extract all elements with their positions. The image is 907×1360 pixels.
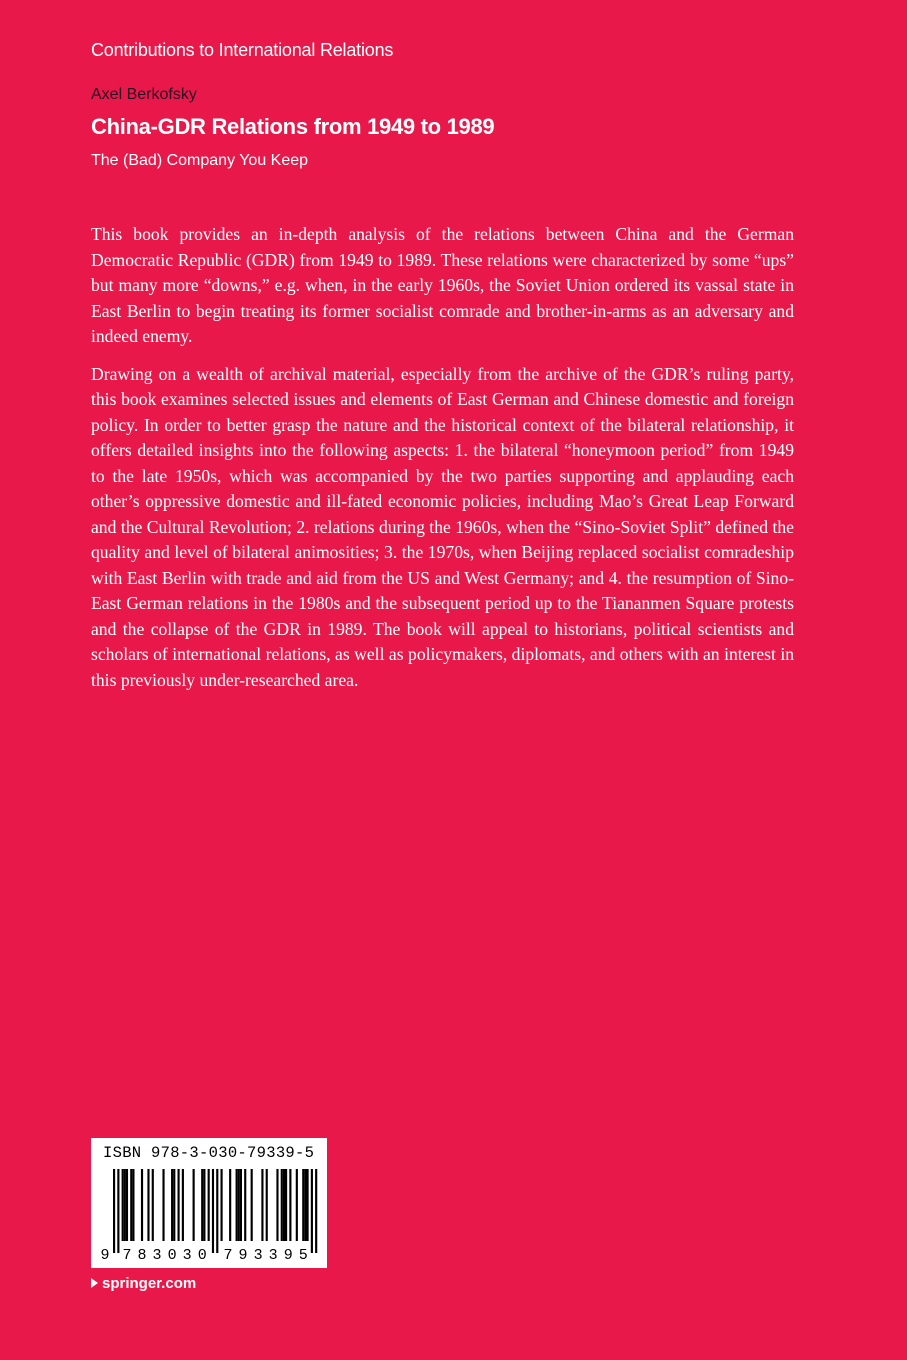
barcode-bar <box>289 1169 291 1241</box>
barcode-bar <box>193 1169 195 1241</box>
barcode-bar <box>236 1169 238 1241</box>
publisher-url: springer.com <box>102 1275 197 1292</box>
barcode-bar <box>147 1169 149 1241</box>
barcode-bar <box>132 1169 134 1241</box>
barcode-digit: 0 <box>197 1247 207 1264</box>
isbn-barcode <box>91 1138 327 1268</box>
barcode-digit: 0 <box>167 1247 177 1264</box>
description-paragraph-1: This book provides an in-depth analysis of the relations between China and the German Democratic Republic (GDR) from 1949 to 1989. These relations were characterized by some “ups” but many more “downs,” e.g. when, in the early 1960s, the Soviet Union ordered its vassal state in East Berlin to begin treating its former socialist comrade and brother-in-arms as an adversary and indeed enemy. <box>91 224 794 346</box>
barcode-digit: 7 <box>122 1247 132 1264</box>
barcode-bar <box>283 1169 285 1241</box>
barcode-bar <box>152 1169 154 1241</box>
barcode-bar <box>244 1169 246 1241</box>
barcode-bar <box>221 1169 223 1241</box>
barcode-bar <box>251 1169 253 1241</box>
barcode-bar <box>311 1169 313 1253</box>
barcode-bar <box>113 1169 115 1253</box>
publisher-link[interactable] <box>91 1275 196 1292</box>
barcode-digit: 8 <box>137 1247 147 1264</box>
barcode-bar <box>171 1169 173 1241</box>
barcode-bar <box>296 1169 298 1241</box>
barcode-bar <box>240 1169 242 1241</box>
barcode-digit: 7 <box>223 1247 233 1264</box>
barcode-graphic <box>97 1169 321 1265</box>
barcode-bar <box>141 1169 143 1241</box>
barcode-bar <box>201 1169 203 1241</box>
barcode-bar <box>173 1169 175 1241</box>
barcode-bar <box>229 1169 231 1241</box>
isbn-label: ISBN 978-3-030-79339-5 <box>103 1144 315 1162</box>
barcode-bar <box>304 1169 306 1241</box>
barcode-bar <box>285 1169 287 1241</box>
barcode-digit: 9 <box>100 1247 110 1264</box>
barcode-bar <box>124 1169 126 1241</box>
author-name: Axel Berkofsky <box>91 86 197 103</box>
barcode-bar <box>302 1169 304 1241</box>
barcode-bar <box>212 1169 214 1253</box>
barcode-digit: 3 <box>253 1247 263 1264</box>
barcode-bar <box>122 1169 124 1241</box>
barcode-bar <box>130 1169 132 1241</box>
barcode-bar <box>117 1169 119 1253</box>
barcode-bar <box>261 1169 263 1241</box>
barcode-bar <box>315 1169 317 1253</box>
barcode-bar <box>216 1169 218 1253</box>
barcode-digit: 9 <box>283 1247 293 1264</box>
barcode-bar <box>276 1169 278 1241</box>
barcode-bar <box>281 1169 283 1241</box>
book-title: China-GDR Relations from 1949 to 1989 <box>91 114 495 139</box>
book-subtitle: The (Bad) Company You Keep <box>91 152 309 169</box>
barcode-bar <box>126 1169 128 1241</box>
barcode-bar <box>208 1169 210 1241</box>
barcode-digit: 3 <box>268 1247 278 1264</box>
barcode-bar <box>178 1169 180 1241</box>
barcode-digit: 3 <box>182 1247 192 1264</box>
barcode-bar <box>182 1169 184 1241</box>
barcode-digit: 9 <box>238 1247 248 1264</box>
series-title: Contributions to International Relations <box>91 40 394 60</box>
barcode-digit: 5 <box>298 1247 308 1264</box>
description-paragraph-2: Drawing on a wealth of archival material, especially from the archive of the GDR’s ruling party, this book examines selected issues and elements of East German and Chinese domestic and foreign policy. In order to better grasp the nature and the historical context of the bilateral relationship, it offers detailed insights into the following aspects: 1. the bilateral “honeymoon period” from 1949 to the late 1950s, which was accompanied by the two parties supporting and applauding each other’s oppressive domestic and ill-fated economic policies, including Mao’s Great Leap Forward and the Cultural Revolution; 2. relations during the 1960s, when the “Sino-Soviet Split” defined the quality and level of bilateral animosities; 3. the 1970s, when Beijing replaced socialist comradeship with East Berlin with trade and aid from the US and West Germany; and 4. the resumption of Sino-East German relations in the 1980s and the subsequent period up to the Tiananmen Square protests and the collapse of the GDR in 1989. The book will appeal to historians, political scientists and scholars of international relations, as well as policymakers, diplomats, and others with an interest in this previously under-researched area. <box>91 363 794 690</box>
book-description <box>91 222 794 705</box>
barcode-bar <box>162 1169 164 1241</box>
barcode-digit: 3 <box>152 1247 162 1264</box>
barcode-bar <box>266 1169 268 1241</box>
barcode-bar <box>203 1169 205 1241</box>
triangle-right-icon <box>91 1278 98 1288</box>
barcode-bar <box>238 1169 240 1241</box>
barcode-bar <box>307 1169 309 1241</box>
